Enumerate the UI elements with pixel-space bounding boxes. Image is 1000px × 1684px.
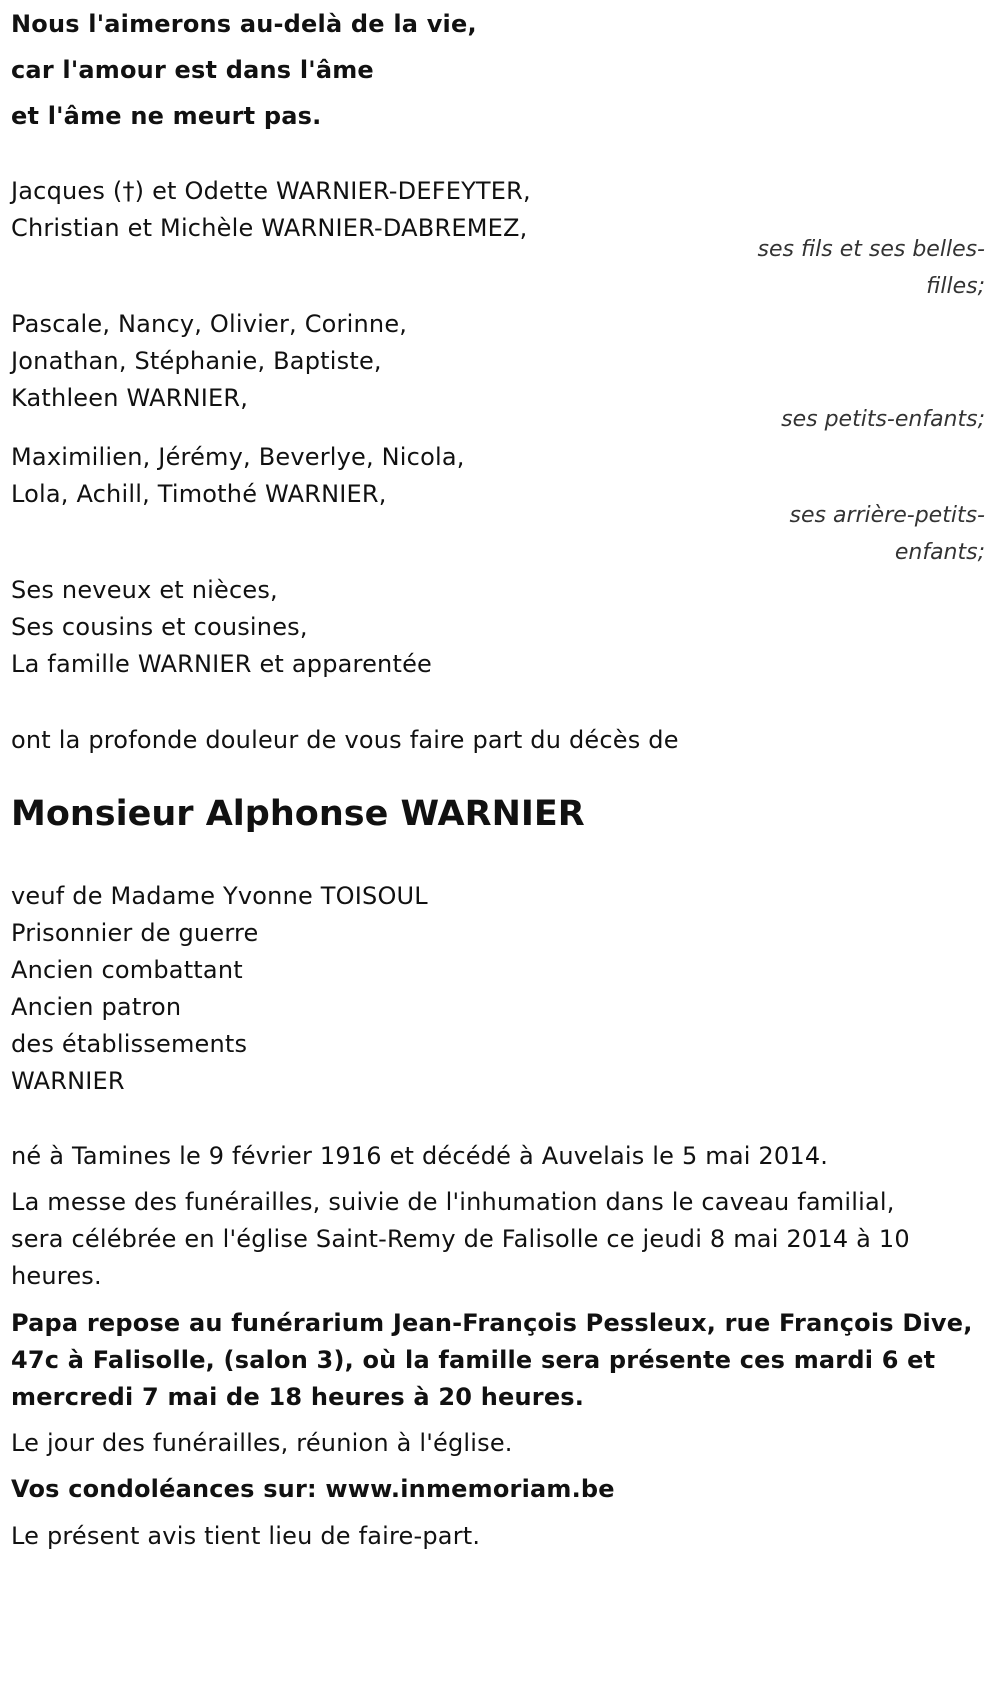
- family-line: Ses cousins et cousines,: [11, 613, 308, 641]
- title-line: WARNIER: [11, 1067, 125, 1095]
- visitation-line: mercredi 7 mai de 18 heures à 20 heures.: [11, 1383, 585, 1411]
- family-line: La famille WARNIER et apparentée: [11, 650, 432, 678]
- visitation-line: Papa repose au funérarium Jean-François Pessleux, rue François Dive,: [11, 1309, 973, 1337]
- relation-label: ses petits-enfants;: [781, 407, 985, 432]
- title-line: Ancien patron: [11, 993, 182, 1021]
- family-line: Lola, Achill, Timothé WARNIER,: [11, 480, 387, 508]
- relation-label: filles;: [926, 274, 985, 299]
- family-line: Kathleen WARNIER,: [11, 384, 249, 412]
- birth-death-text: né à Tamines le 9 février 1916 et décédé à Auvelais le 5 mai 2014.: [11, 1142, 829, 1170]
- family-line: Pascale, Nancy, Olivier, Corinne,: [11, 310, 408, 338]
- family-line: Ses neveux et nièces,: [11, 576, 278, 604]
- deceased-name: Monsieur Alphonse WARNIER: [11, 794, 585, 834]
- visitation-line: 47c à Falisolle, (salon 3), où la famille sera présente ces mardi 6 et: [11, 1346, 936, 1374]
- relation-label: ses arrière-petits-: [789, 503, 985, 528]
- family-line: Jonathan, Stéphanie, Baptiste,: [11, 347, 382, 375]
- funeral-line: sera célébrée en l'église Saint-Remy de Falisolle ce jeudi 8 mai 2014 à 10: [11, 1225, 910, 1253]
- funeral-line: heures.: [11, 1262, 102, 1290]
- relation-label: ses fils et ses belles-: [757, 237, 985, 262]
- title-line: des établissements: [11, 1030, 248, 1058]
- quote-line: et l'âme ne meurt pas.: [11, 102, 322, 130]
- family-line: Christian et Michèle WARNIER-DABREMEZ,: [11, 214, 528, 242]
- notice-text: Le présent avis tient lieu de faire-part.: [11, 1522, 481, 1550]
- title-line: veuf de Madame Yvonne TOISOUL: [11, 882, 428, 910]
- family-line: Maximilien, Jérémy, Beverlye, Nicola,: [11, 443, 465, 471]
- meeting-text: Le jour des funérailles, réunion à l'église.: [11, 1429, 513, 1457]
- condolences-link[interactable]: Vos condoléances sur: www.inmemoriam.be: [11, 1475, 615, 1503]
- funeral-line: La messe des funérailles, suivie de l'inhumation dans le caveau familial,: [11, 1188, 895, 1216]
- family-line: Jacques (†) et Odette WARNIER-DEFEYTER,: [11, 177, 531, 205]
- quote-line: car l'amour est dans l'âme: [11, 56, 374, 84]
- title-line: Prisonnier de guerre: [11, 919, 259, 947]
- title-line: Ancien combattant: [11, 956, 243, 984]
- announcement-text: ont la profonde douleur de vous faire part du décès de: [11, 726, 679, 754]
- relation-label: enfants;: [894, 540, 985, 565]
- quote-line: Nous l'aimerons au-delà de la vie,: [11, 10, 477, 38]
